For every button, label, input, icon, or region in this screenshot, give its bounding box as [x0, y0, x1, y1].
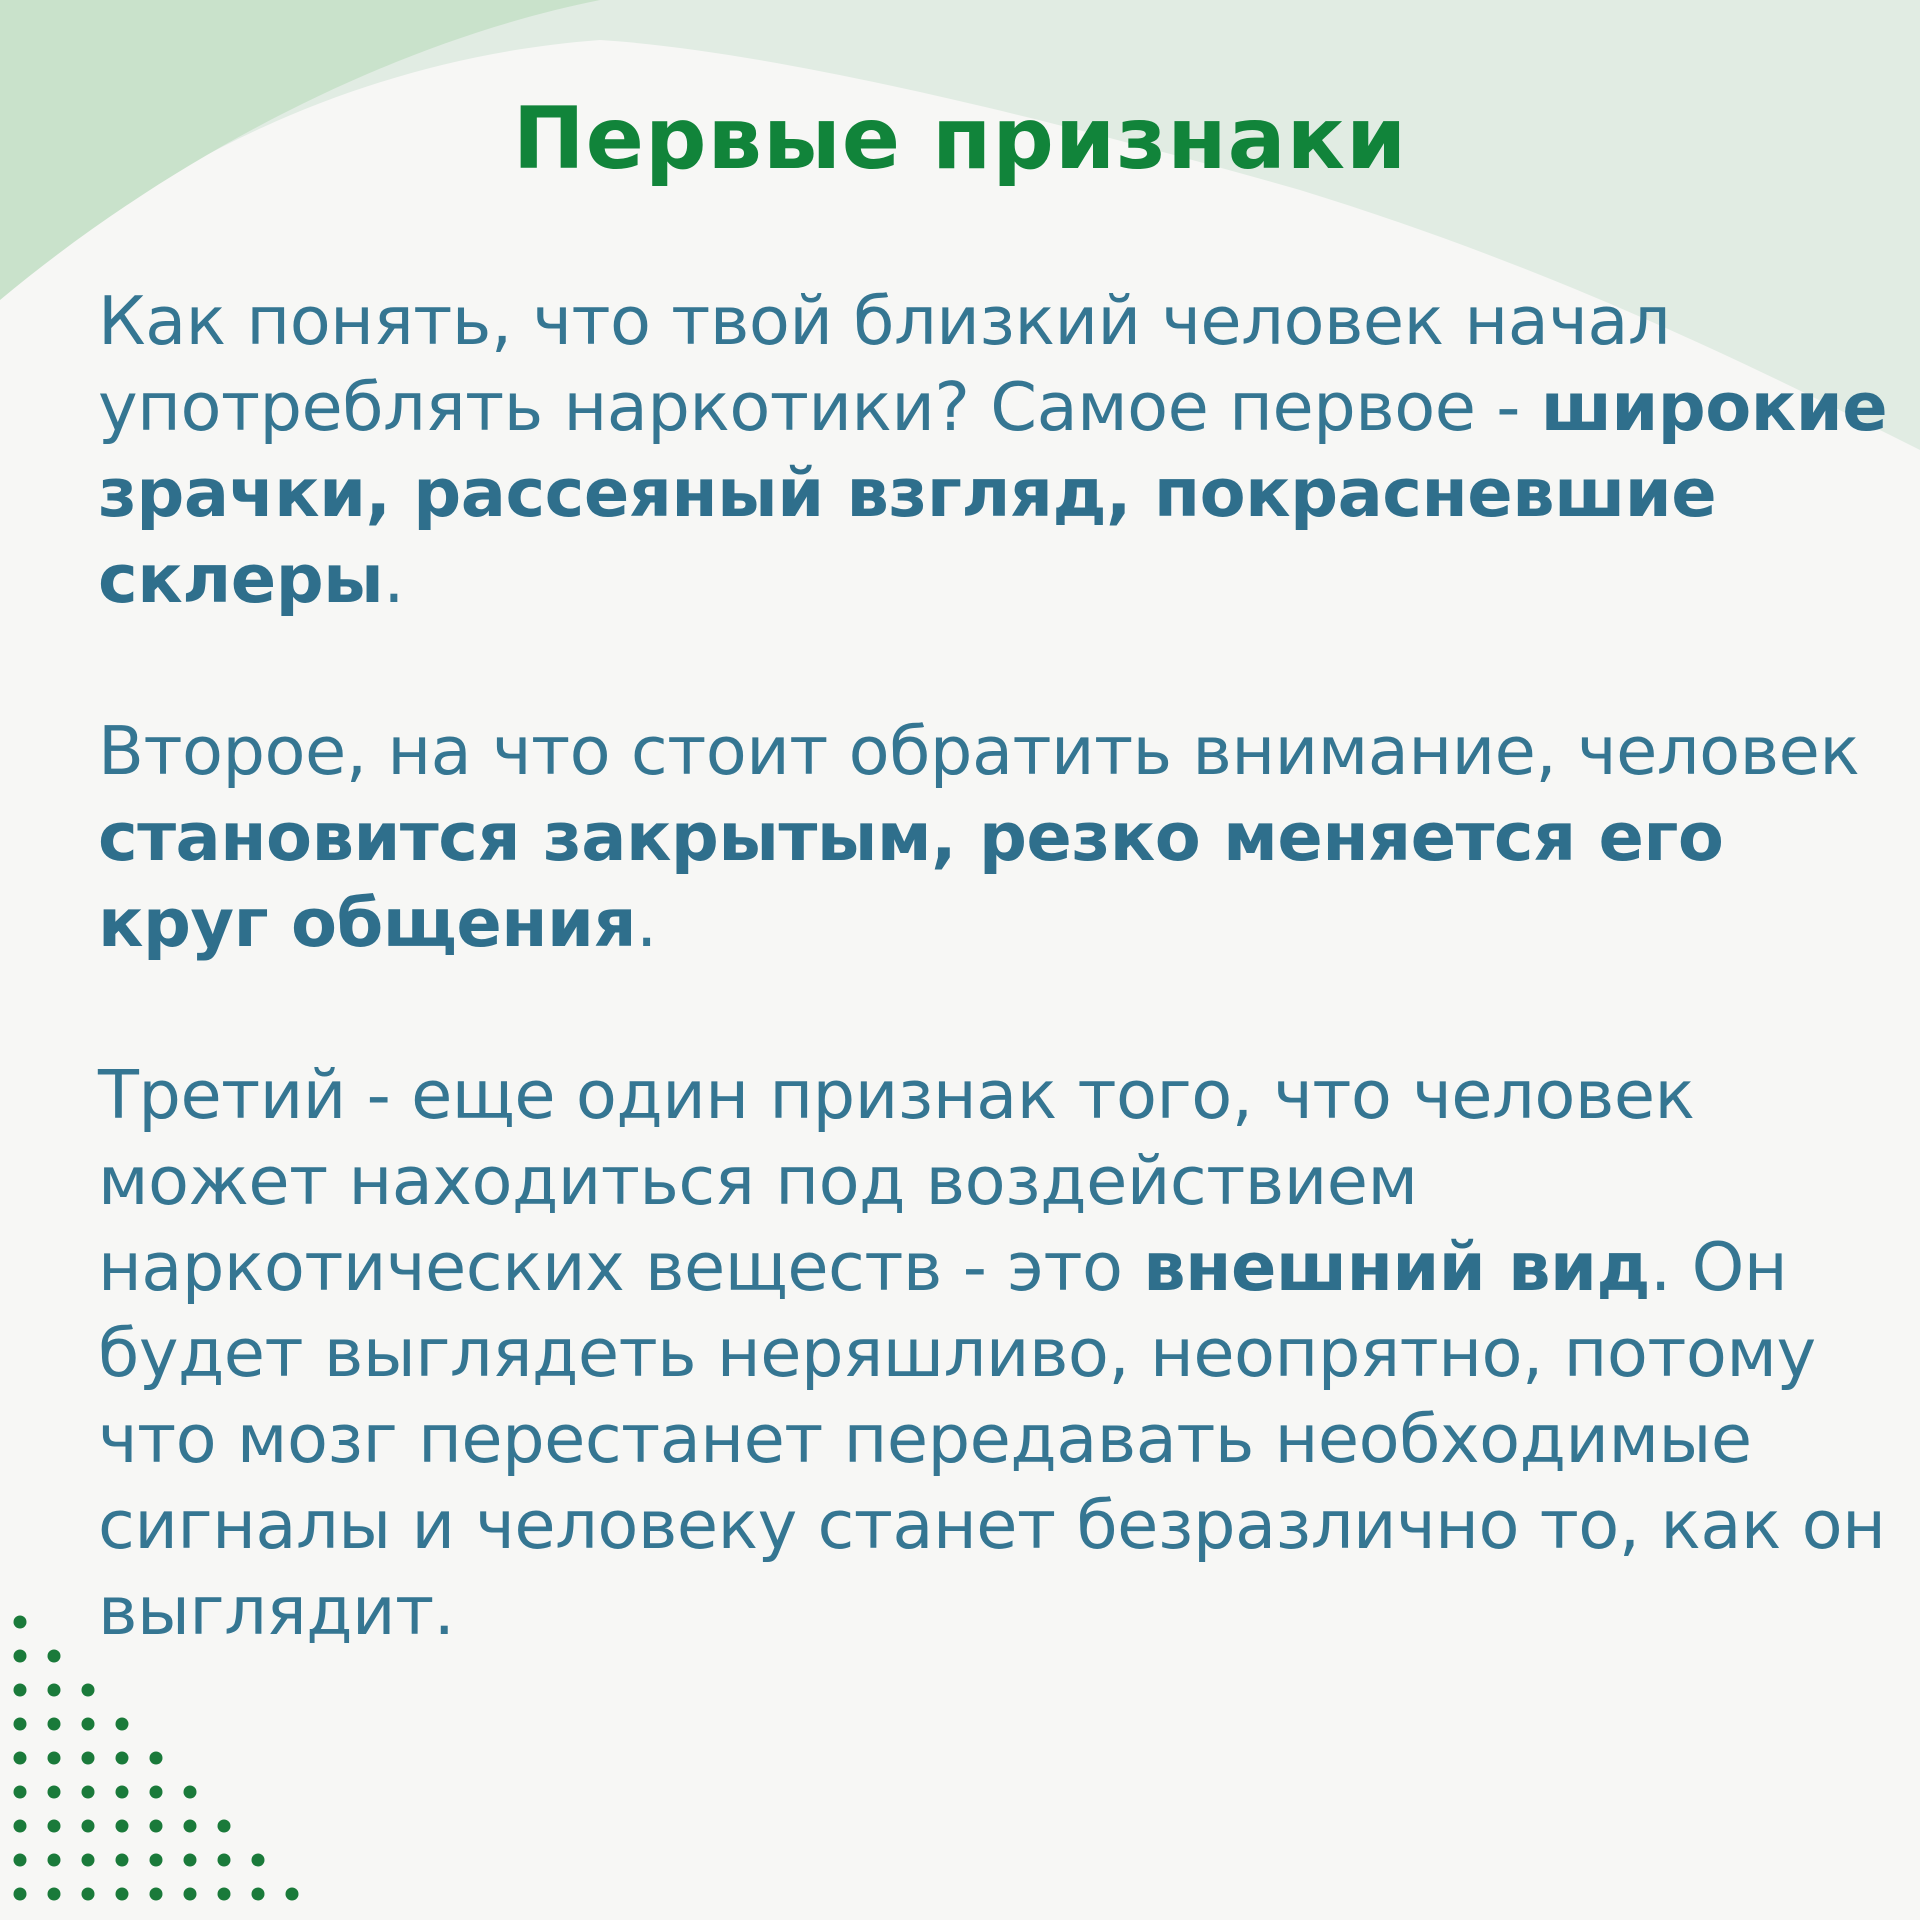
dot: [48, 1854, 61, 1867]
highlight-text: становится закрытым, резко меняется его круг общения: [98, 798, 1724, 962]
paragraph-text: Второе, на что стоит обратить внимание, человек: [98, 712, 1860, 790]
dot: [14, 1854, 27, 1867]
dot: [82, 1718, 95, 1731]
dot: [48, 1752, 61, 1765]
highlight-text: внешний вид: [1143, 1228, 1651, 1306]
dot: [116, 1752, 129, 1765]
dot: [82, 1854, 95, 1867]
dot: [218, 1820, 231, 1833]
dot: [150, 1786, 163, 1799]
dot: [48, 1820, 61, 1833]
dot: [184, 1786, 197, 1799]
dot: [116, 1820, 129, 1833]
paragraph-social: [98, 708, 1898, 966]
dot: [14, 1888, 27, 1901]
dot: [184, 1888, 197, 1901]
dot: [252, 1888, 265, 1901]
paragraph-text: .: [636, 884, 657, 962]
dot: [48, 1888, 61, 1901]
dot: [252, 1854, 265, 1867]
dot: [48, 1786, 61, 1799]
dot: [150, 1888, 163, 1901]
dot: [82, 1888, 95, 1901]
dot: [82, 1820, 95, 1833]
dot: [150, 1854, 163, 1867]
dot-pattern: [0, 1600, 340, 1920]
dot: [116, 1854, 129, 1867]
dot: [82, 1684, 95, 1697]
paragraph-text: Как понять, что твой близкий человек начал употреблять наркотики? Самое первое -: [98, 282, 1671, 446]
dot: [14, 1752, 27, 1765]
dot: [14, 1786, 27, 1799]
dot: [82, 1752, 95, 1765]
dot: [48, 1718, 61, 1731]
dot: [218, 1854, 231, 1867]
paragraph-text: . Он будет выглядеть неряшливо, неопрятно, потому что мозг перестанет передавать необходимые сигналы и человеку станет безразлично то, как он выглядит.: [98, 1228, 1886, 1650]
dot: [218, 1888, 231, 1901]
dot: [116, 1786, 129, 1799]
body-text: [98, 278, 1898, 1740]
paragraph-pupils: [98, 278, 1898, 622]
dot: [14, 1718, 27, 1731]
dot: [150, 1752, 163, 1765]
dot: [150, 1820, 163, 1833]
page-title: Первые признаки: [512, 89, 1408, 189]
dot: [82, 1786, 95, 1799]
paragraph-appearance: [98, 1052, 1898, 1654]
dot: [14, 1616, 27, 1629]
dot: [184, 1820, 197, 1833]
highlight-text: широкие зрачки, рассеяный взгляд, покрасневшие склеры: [98, 368, 1888, 618]
paragraph-text: Третий - еще один признак того, что человек может находиться под воздействием наркотических веществ - это: [98, 1056, 1695, 1306]
dot: [116, 1888, 129, 1901]
dot: [14, 1650, 27, 1663]
dot: [48, 1650, 61, 1663]
dot: [184, 1854, 197, 1867]
dot: [14, 1684, 27, 1697]
dot: [116, 1718, 129, 1731]
paragraph-text: .: [383, 540, 405, 618]
dot: [14, 1820, 27, 1833]
dot: [286, 1888, 299, 1901]
dot: [48, 1684, 61, 1697]
